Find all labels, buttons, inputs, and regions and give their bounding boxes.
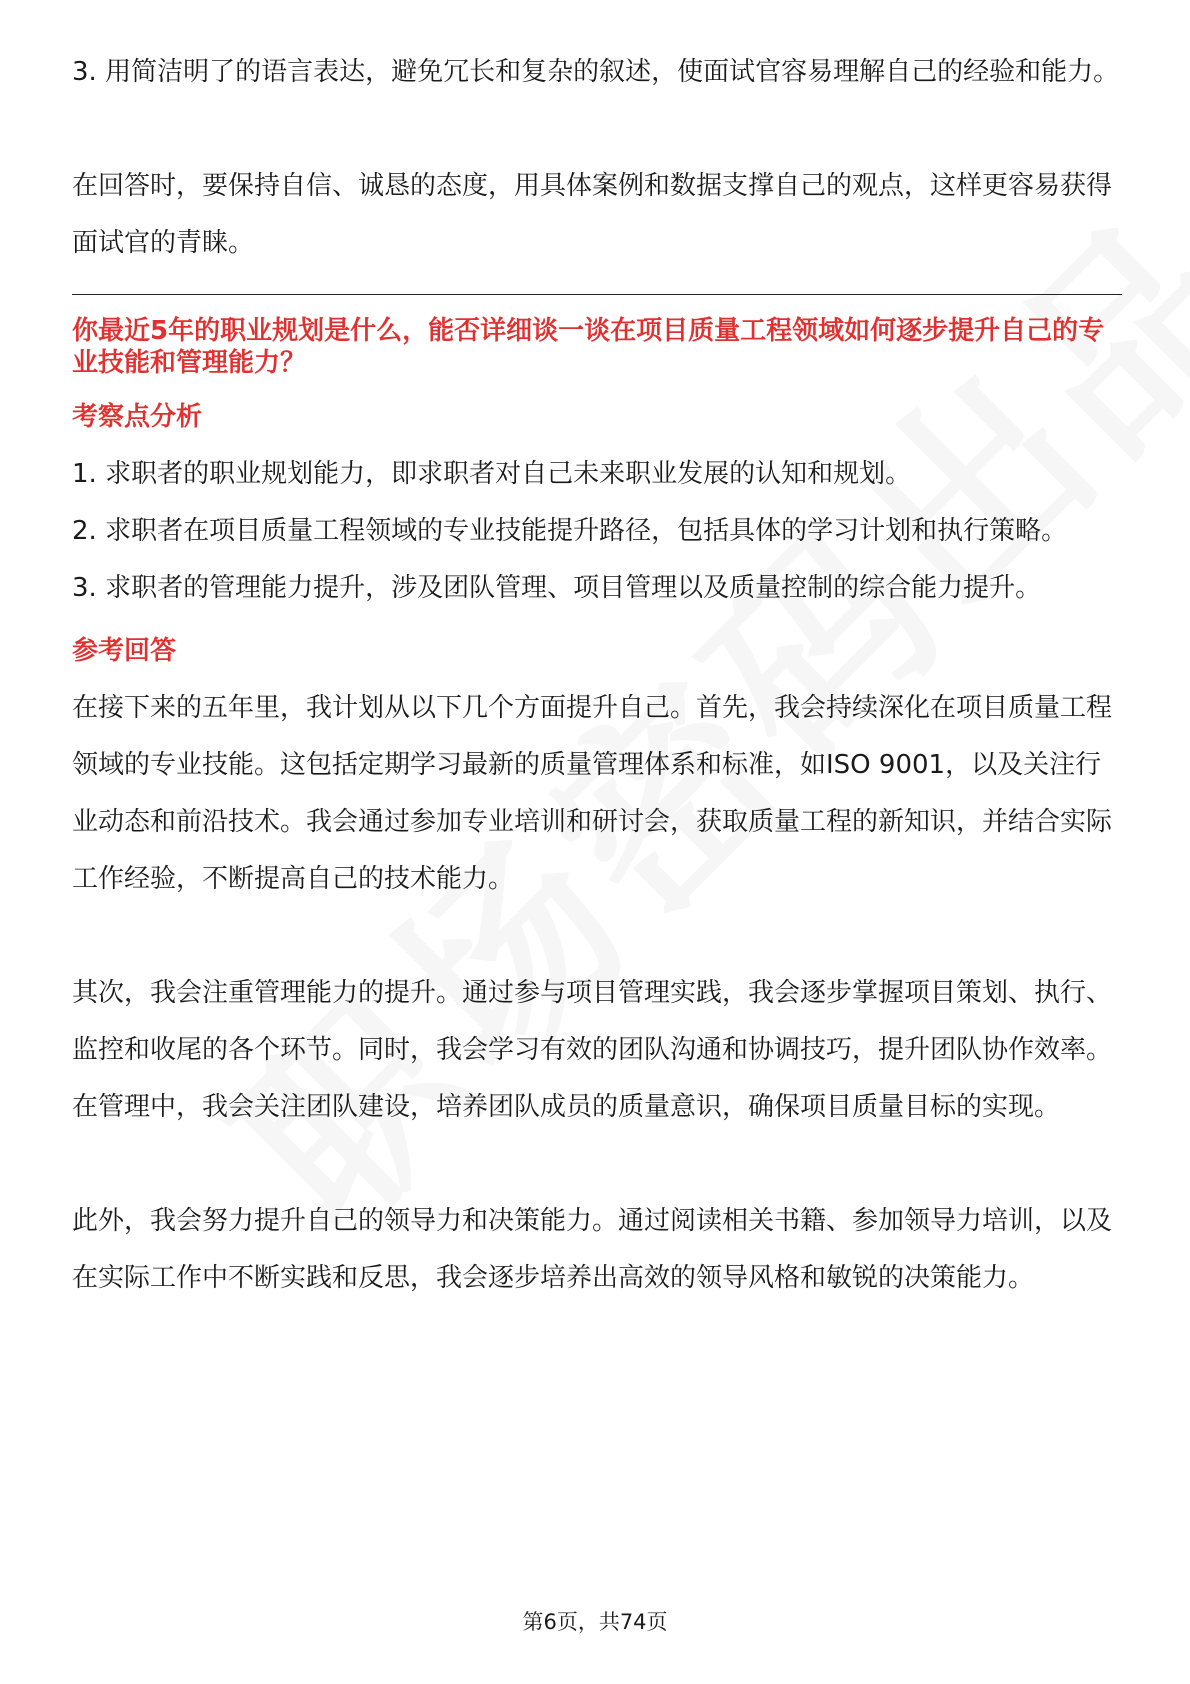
answer-paragraph-3: 此外，我会努力提升自己的领导力和决策能力。通过阅读相关书籍、参加领导力培训，以及在实际工作中不断实践和反思，我会逐步培养出高效的领导风格和敏锐的决策能力。: [72, 1206, 1113, 1293]
answer-paragraph-2: 其次，我会注重管理能力的提升。通过参与项目管理实践，我会逐步掌握项目策划、执行、监控和收尾的各个环节。同时，我会学习有效的团队沟通和协调技巧，提升团队协作效率。在管理中，我会关注团队建设，培养团队成员的质量意识，确保项目质量目标的实现。: [72, 978, 1113, 1122]
spacer: [72, 1136, 1122, 1193]
analysis-point-1: 1. 求职者的职业规划能力，即求职者对自己未来职业发展的认知和规划。: [72, 459, 912, 489]
answer-paragraph-1: 在接下来的五年里，我计划从以下几个方面提升自己。首先，我会持续深化在项目质量工程领域的专业技能。这包括定期学习最新的质量管理体系和标准，如ISO 9001，以及关注行业动态和前沿技术。我会通过参加专业培训和研讨会，获取质量工程的新知识，并结合实际工作经验，不断提高自己的技术能力。: [72, 693, 1113, 894]
intro-item-3: 3. 用简洁明了的语言表达，避免冗长和复杂的叙述，使面试官容易理解自己的经验和能力。: [72, 57, 1120, 87]
question-title: 你最近5年的职业规划是什么，能否详细谈一谈在项目质量工程领域如何逐步提升自己的专业技能和管理能力？: [72, 316, 1105, 378]
analysis-point-2: 2. 求职者在项目质量工程领域的专业技能提升路径，包括具体的学习计划和执行策略。: [72, 516, 1068, 546]
closing-tip: 在回答时，要保持自信、诚恳的态度，用具体案例和数据支撑自己的观点，这样更容易获得面试官的青睐。: [72, 171, 1113, 258]
spacer: [72, 101, 1122, 158]
spacer: [72, 908, 1122, 965]
section-divider: [72, 294, 1122, 295]
content-area: [72, 44, 1122, 1307]
page-number: 第6页，共74页: [522, 1610, 668, 1634]
analysis-heading: 考察点分析: [72, 402, 203, 432]
analysis-point-3: 3. 求职者的管理能力提升，涉及团队管理、项目管理以及质量控制的综合能力提升。: [72, 573, 1042, 603]
answer-heading: 参考回答: [72, 636, 177, 666]
